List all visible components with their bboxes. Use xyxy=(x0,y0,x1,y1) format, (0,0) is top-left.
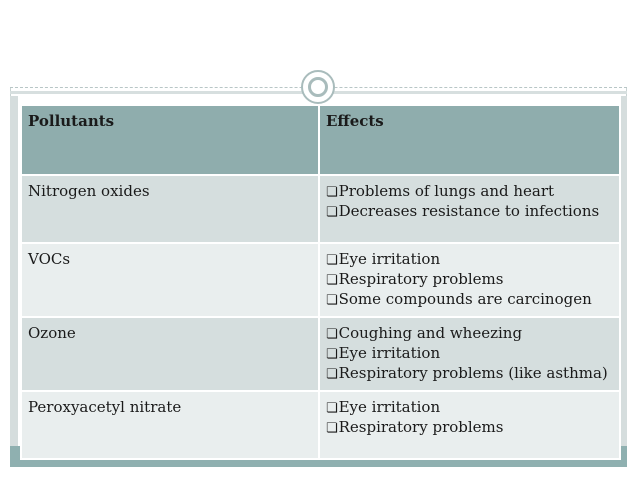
header-pollutants: Pollutants xyxy=(21,105,319,175)
effect-item: ❏ Respiratory problems xyxy=(326,270,613,290)
ring-ornament-icon xyxy=(301,70,335,104)
effect-item: ❏ Eye irritation xyxy=(326,398,613,418)
slide-right-edge xyxy=(621,96,627,446)
pollutants-table xyxy=(20,104,621,460)
pollutant-cell: Peroxyacetyl nitrate xyxy=(21,391,319,459)
effect-item: ❏ Coughing and wheezing xyxy=(326,324,613,344)
table-row xyxy=(21,391,620,459)
table-row xyxy=(21,175,620,243)
effects-cell xyxy=(319,391,620,459)
effect-item: ❏ Eye irritation xyxy=(326,344,613,364)
pollutant-cell: VOCs xyxy=(21,243,319,317)
effect-item: ❏ Respiratory problems (like asthma) xyxy=(326,364,613,384)
table-header-row xyxy=(21,105,620,175)
effect-item: ❏ Problems of lungs and heart xyxy=(326,182,613,202)
table-row xyxy=(21,243,620,317)
table-row xyxy=(21,317,620,391)
effect-item: ❏ Eye irritation xyxy=(326,250,613,270)
effects-cell xyxy=(319,175,620,243)
effect-item: ❏ Decreases resistance to infections xyxy=(326,202,613,222)
effect-item: ❏ Some compounds are carcinogen xyxy=(326,290,613,310)
header-effects: Effects xyxy=(319,105,620,175)
effects-cell xyxy=(319,243,620,317)
effect-item: ❏ Respiratory problems xyxy=(326,418,613,438)
effects-cell xyxy=(319,317,620,391)
slide-left-edge xyxy=(10,96,18,446)
pollutant-cell: Ozone xyxy=(21,317,319,391)
pollutant-cell: Nitrogen oxides xyxy=(21,175,319,243)
